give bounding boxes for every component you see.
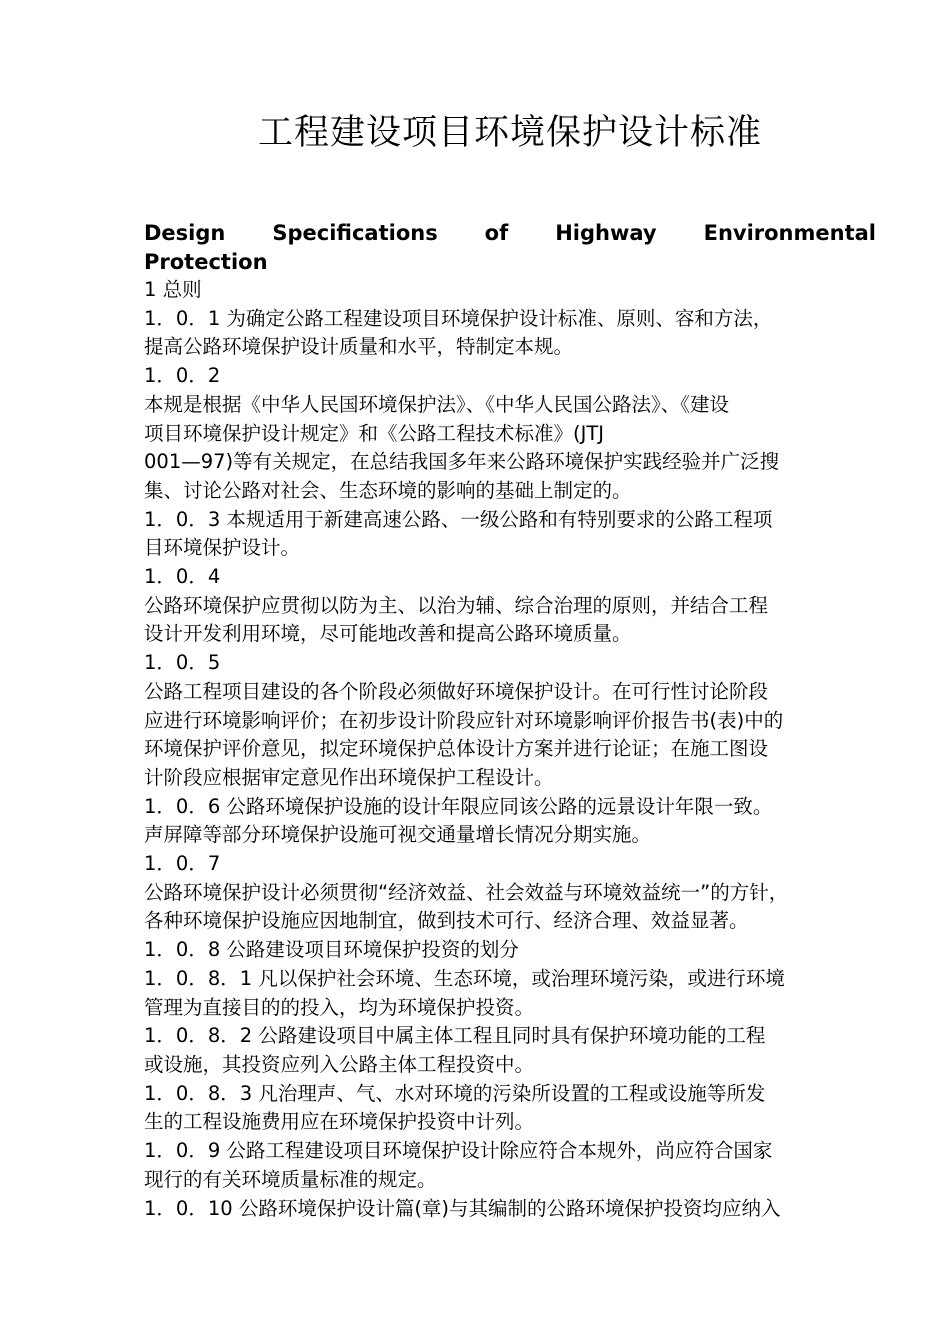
paragraph — [144, 305, 876, 362]
paragraph-line: 1．0．8 公路建设项目环境保护投资的划分 — [144, 938, 519, 962]
paragraph — [144, 391, 876, 506]
paragraph-line: 目环境保护设计。 — [144, 536, 301, 560]
paragraph-line: 公路环境保护应贯彻以防为主、以治为辅、综合治理的原则，并结合工程 — [144, 593, 769, 617]
paragraph-line: 声屏障等部分环境保护设施可视交通量增长情况分期实施。 — [144, 823, 652, 847]
paragraph-line: 设计开发利用环境，尽可能地改善和提高公路环境质量。 — [144, 622, 632, 646]
paragraph-line: 生的工程设施费用应在环境保护投资中计列。 — [144, 1110, 535, 1134]
paragraph-line: 1 总则 — [144, 278, 202, 301]
document-body — [144, 219, 876, 1223]
paragraph-line: 1．0．1 为确定公路工程建设项目环境保护设计标准、原则、容和方法， — [144, 306, 773, 330]
paragraph — [144, 793, 876, 850]
paragraph-line: 集、讨论公路对社会、生态环境的影响的基础上制定的。 — [144, 478, 632, 502]
paragraph-line: 1．0．5 — [144, 651, 221, 675]
paragraph-line: 1．0．7 — [144, 852, 221, 876]
paragraph-line: 1．0．8．2 公路建设项目中属主体工程且同时具有保护环境功能的工程 — [144, 1024, 766, 1048]
paragraph-list — [144, 276, 876, 1223]
paragraph-line: 计阶段应根据审定意见作出环境保护工程设计。 — [144, 765, 554, 789]
paragraph — [144, 1195, 876, 1224]
paragraph — [144, 506, 876, 563]
paragraph — [144, 563, 876, 592]
paragraph — [144, 678, 876, 793]
paragraph — [144, 1137, 876, 1194]
paragraph — [144, 1080, 876, 1137]
paragraph-line: 各种环境保护设施应因地制宜，做到技术可行、经济合理、效益显著。 — [144, 909, 749, 933]
paragraph-line: 1．0．8．1 凡以保护社会环境、生态环境，或治理环境污染，或进行环境 — [144, 966, 785, 990]
english-title — [144, 219, 876, 276]
paragraph — [144, 936, 876, 965]
paragraph-line: 1．0．10 公路环境保护设计篇(章)与其编制的公路环境保护投资均应纳入 — [144, 1196, 781, 1220]
paragraph-line: 1．0．9 公路工程建设项目环境保护设计除应符合本规外，尚应符合国家 — [144, 1139, 773, 1163]
paragraph-line: 1．0．4 — [144, 565, 221, 589]
paragraph — [144, 850, 876, 879]
english-title-line-2: Protection — [144, 249, 268, 274]
paragraph-line: 环境保护评价意见，拟定环境保护总体设计方案并进行论证；在施工图设 — [144, 737, 769, 761]
paragraph-line: 1．0．3 本规适用于新建高速公路、一级公路和有特别要求的公路工程项 — [144, 507, 773, 531]
paragraph-line: 现行的有关环境质量标准的规定。 — [144, 1167, 437, 1191]
paragraph-line: 管理为直接目的的投入，均为环境保护投资。 — [144, 995, 535, 1019]
page-title: 工程建设项目环境保护设计标准 — [257, 113, 762, 153]
paragraph-line: 1．0．2 — [144, 364, 221, 388]
paragraph-line: 项目环境保护设计规定》和《公路工程技术标准》(JTJ — [144, 421, 605, 445]
paragraph-line: 提高公路环境保护设计质量和水平，特制定本规。 — [144, 335, 574, 359]
paragraph-line: 001—97)等有关规定，在总结我国多年来公路环境保护实践经验并广泛搜 — [144, 450, 780, 474]
paragraph — [144, 1022, 876, 1079]
paragraph-line: 本规是根据《中华人民国环境保护法》、《中华人民国公路法》、《建设 — [144, 392, 730, 416]
paragraph — [144, 649, 876, 678]
paragraph-line: 1．0．6 公路环境保护设施的设计年限应同该公路的远景设计年限一致。 — [144, 794, 773, 818]
paragraph-line: 公路工程项目建设的各个阶段必须做好环境保护设计。在可行性讨论阶段 — [144, 679, 769, 703]
paragraph-line: 1．0．8．3 凡治理声、气、水对环境的污染所设置的工程或设施等所发 — [144, 1081, 766, 1105]
paragraph-line: 或设施，其投资应列入公路主体工程投资中。 — [144, 1052, 535, 1076]
paragraph — [144, 965, 876, 1022]
paragraph — [144, 592, 876, 649]
paragraph — [144, 276, 876, 305]
english-title-line-1: Design Specifications of Highway Environmental — [144, 221, 876, 245]
paragraph — [144, 362, 876, 391]
paragraph — [144, 879, 876, 936]
paragraph-line: 应进行环境影响评价；在初步设计阶段应针对环境影响评价报告书(表)中的 — [144, 708, 784, 732]
paragraph-line: 公路环境保护设计必须贯彻“经济效益、社会效益与环境效益统一”的方针， — [144, 880, 789, 904]
